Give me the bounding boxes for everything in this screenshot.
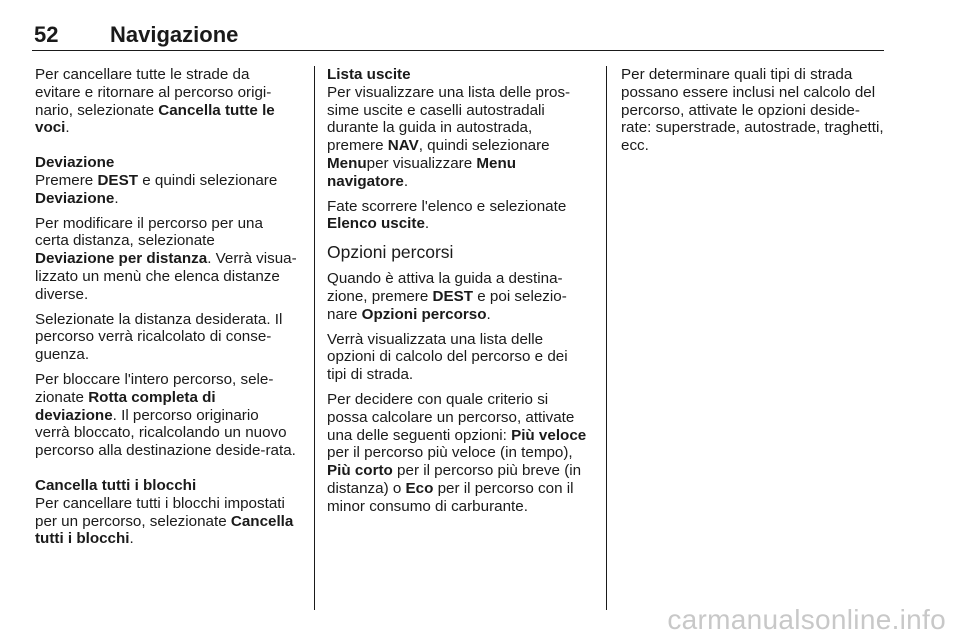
paragraph: Per determinare quali tipi di strada possano essere inclusi nel calcolo del percorso, attivate le opzioni deside-rate: superstrade, autostrade, traghetti, ecc. <box>621 66 884 155</box>
page-title: Navigazione <box>110 22 239 47</box>
page-header <box>32 22 884 51</box>
column-2 <box>327 66 589 523</box>
paragraph: Per cancellare tutte le strade da evitare e ritornare al percorso origi-nario, selezionate Cancella tutte le voci. <box>35 66 275 137</box>
section-heading-opzioni-percorsi: Opzioni percorsi <box>327 242 454 263</box>
paragraph: Premere DEST e quindi selezionare Deviazione. <box>35 171 278 207</box>
column-3 <box>621 66 889 162</box>
paragraph: Per bloccare l'intero percorso, sele-zionate Rotta completa di deviazione. Il percorso originario verrà bloccato, ricalcolando un nuovo percorso alla destinazione deside-rata. <box>35 370 296 460</box>
column-1 <box>35 66 297 555</box>
section-heading-blocchi: Cancella tutti i blocchi <box>35 476 197 494</box>
paragraph: Verrà visualizzata una lista delle opzioni di calcolo del percorso e dei tipi di strada. <box>327 330 568 384</box>
section-heading-lista-uscite: Lista uscite <box>327 66 411 83</box>
paragraph: Quando è attiva la guida a destina-zione, premere DEST e poi selezio-nare Opzioni percorso. <box>327 270 567 323</box>
page-number: 52 <box>34 22 59 47</box>
paragraph: Per visualizzare una lista delle pros-sime uscite e caselli autostradali durante la guida in autostrada, premere NAV, quindi selezionare Menuper visualizzare Menu navigatore. <box>327 83 571 190</box>
paragraph: Per modificare il percorso per una certa distanza, selezionate Deviazione per distanza. Verrà visua-lizzato un menù che elenca distanze diverse. <box>35 214 297 303</box>
paragraph: Per cancellare tutti i blocchi impostati per un percorso, selezionate Cancella tutti i blocchi. <box>35 494 294 548</box>
watermark: carmanualsonline.info <box>667 604 946 635</box>
column-divider <box>314 66 315 610</box>
column-divider <box>606 66 607 610</box>
paragraph: Fate scorrere l'elenco e selezionate Elenco uscite. <box>327 197 567 233</box>
section-heading-deviazione: Deviazione <box>35 154 115 172</box>
paragraph: Per decidere con quale criterio si possa calcolare un percorso, attivate una delle seguenti opzioni: Più veloce per il percorso più veloce (in tempo), Più corto per il percorso più breve (in distanza) o Eco per il percorso con il minor consumo di carburante. <box>327 390 587 515</box>
paragraph: Selezionate la distanza desiderata. Il percorso verrà ricalcolato di conse-guenza. <box>35 310 283 364</box>
